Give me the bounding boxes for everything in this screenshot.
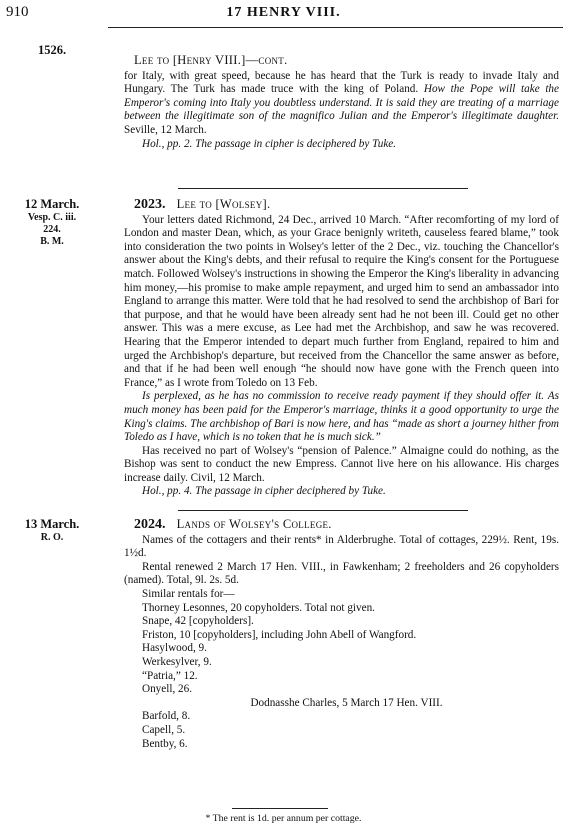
list-item: Onyell, 26. xyxy=(142,683,193,696)
entry-paragraph: Your letters dated Richmond, 24 Dec., arrived 10 March. “After recomforting of my lord of London and master Dean, which, as your Grace benignly writeth, causeless feared blame,” took into consideration the two points in Wolsey's letter of the 2 Dec., viz. touching the Chancellor's answer about the King's debts, and their refusal to require the King's consent for the Portuguese match. Followed Wolsey's instructions in showing the Emperor the King's liberality in advancing him money,—his promise to make ample repayment, and urged him to send an ambassador into England to arrange this matter. Were told that he had resolved to send the archbishop of Bari for that purpose, and that he would have been already sent had he not been ill. Could get no other answer. This was a mere excuse, as Lee had met the Archbishop, and saw he was recovered. Hearing that the Emperor intended to depart much further from England, repaired to him and urged the Archbishop's departure, but received from the Chancellor the same answer as before, and that if he had been well enough “he should now have gone with the French queen into France,” as I wrote from Toledo on 13 Feb. xyxy=(124,213,559,389)
list-item: Hasylwood, 9. xyxy=(142,642,207,655)
list-intro: Similar rentals for— xyxy=(142,587,235,600)
margin-ref: B. M. xyxy=(40,235,64,247)
list-item: Barfold, 8. xyxy=(142,710,191,723)
section-rule xyxy=(178,188,468,189)
list-item: Snape, 42 [copyholders]. xyxy=(142,615,254,628)
entry-note: Hol., pp. 2. The passage in cipher is deciphered by Tuke. xyxy=(142,137,397,150)
running-head xyxy=(0,4,567,24)
margin-ref: Vesp. C. iii. xyxy=(27,211,77,223)
paragraph-italic: How the Pope will take the Emperor's coming into Italy you doubtless understand. It is said they are treating of a marriage between the illegitimate son of the magnifico Julian and the Emperor's illegitimate daughter. xyxy=(124,83,559,123)
center-line: Dodnasshe Charles, 5 March 17 Hen. VIII. xyxy=(250,696,443,709)
section-rule xyxy=(178,510,468,511)
entry-heading xyxy=(134,518,559,532)
list-item: “Patria,” 12. xyxy=(142,669,198,682)
margin-2023 xyxy=(0,198,104,248)
page-number: 910 xyxy=(6,4,29,20)
footnote-rule xyxy=(232,808,328,809)
running-title: 17 HENRY VIII. xyxy=(226,5,341,20)
entry-number: 2023. xyxy=(134,197,166,212)
margin-2024 xyxy=(0,518,104,544)
margin-date: 13 March. xyxy=(24,517,80,531)
entry-paragraph xyxy=(124,70,559,138)
entry-heading xyxy=(134,198,559,212)
entry-heading: Lee to [Henry VIII.]—cont. xyxy=(134,53,288,67)
footnote: * The rent is 1d. per annum per cottage. xyxy=(205,813,362,824)
margin-ref: 224. xyxy=(43,223,61,235)
list-item: Friston, 10 [copyholders], including John Abell of Wangford. xyxy=(142,628,417,641)
entry-2023 xyxy=(124,197,559,499)
paragraph-text: for Italy, with great speed, because he has heard that the Turk is ready to invade Italy and Hungary. The Turk has made truce with the king of Poland. xyxy=(124,69,559,96)
list-item: Bentby, 6. xyxy=(142,737,188,750)
entry-paragraph: Names of the cottagers and their rents* in Alderbrughe. Total of cottages, 229½. Rent, 19s. 1½d. xyxy=(124,533,559,560)
margin-year-text: 1526. xyxy=(37,43,67,57)
entry-note: Hol., pp. 4. The passage in cipher deciphered by Tuke. xyxy=(142,485,386,498)
entry-title: Lands of Wolsey's College. xyxy=(176,517,332,531)
header-rule xyxy=(108,27,563,28)
entry-title: Lee to [Wolsey]. xyxy=(176,197,271,211)
entry-2024 xyxy=(124,517,559,751)
margin-ref: R. O. xyxy=(40,531,64,543)
entry-number: 2024. xyxy=(134,517,166,532)
list-item: Werkesylver, 9. xyxy=(142,655,212,668)
entry-continued xyxy=(124,53,559,151)
margin-year xyxy=(0,44,104,58)
list-item: Capell, 5. xyxy=(142,723,186,736)
entry-paragraph-italic: Is perplexed, as he has no commission to receive ready payment if they should offer it. As much money has been paid for the Emperor's marriage, thinks it a good opportunity to urge the King's claims. The archbishop of Bari is now here, and has “made as short a journey hither from Toledo as I have, which is no token that he is much sick.” xyxy=(124,390,559,444)
entry-paragraph: Has received no part of Wolsey's “pension of Palence.” Almaigne could do nothing, as the Bishop was sent to conduct the new Empress. Cannot live here on his allowance. His charges increase daily. Civil, 12 March. xyxy=(124,444,559,484)
entry-paragraph: Rental renewed 2 March 17 Hen. VIII., in Fawkenham; 2 freeholders and 26 copyholders (named). Total, 9l. 2s. 5d. xyxy=(124,560,559,587)
paragraph-end: Seville, 12 March. xyxy=(124,123,207,136)
margin-date: 12 March. xyxy=(24,197,80,211)
list-item: Thorney Lesonnes, 20 copyholders. Total not given. xyxy=(142,601,375,614)
